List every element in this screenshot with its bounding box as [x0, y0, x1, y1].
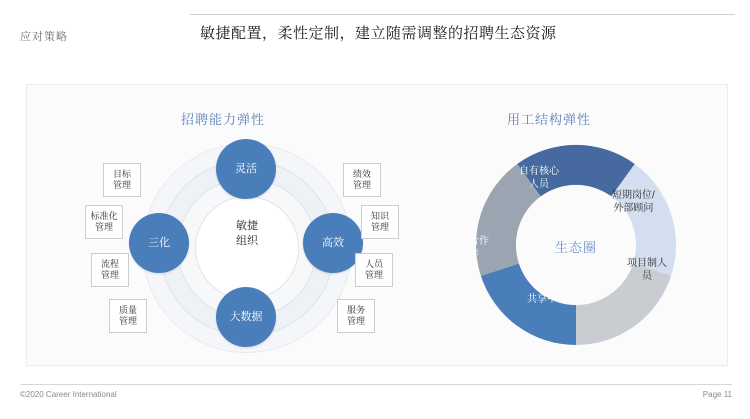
- agile-capability-diagram: [90, 143, 397, 353]
- donut-label-shared-center: [527, 293, 567, 306]
- bubble-efficient-label: 高效: [322, 236, 344, 249]
- chip-goal-management[interactable]: [103, 163, 141, 197]
- chip-process-management-line2: 管理: [100, 270, 119, 280]
- donut-label-self-core-line1: 自有核心: [519, 166, 559, 177]
- chip-process-management[interactable]: [91, 253, 129, 287]
- left-diagram-title: 招聘能力弹性: [181, 112, 266, 127]
- donut-center-label: 生态圈: [554, 240, 597, 255]
- content-panel: [26, 84, 728, 366]
- core-label-line2: 组织: [236, 235, 258, 247]
- chip-quality-management[interactable]: [109, 299, 147, 333]
- donut-label-self-core: [519, 165, 559, 191]
- chip-quality-management-line2: 管理: [118, 316, 137, 326]
- chip-knowledge-management-line1: 知识: [370, 211, 389, 221]
- chip-performance-management-line2: 管理: [352, 180, 371, 190]
- chip-personnel-management-line1: 人员: [364, 259, 383, 269]
- right-diagram-title: 用工结构弹性: [507, 112, 592, 127]
- chip-service-management-line1: 服务: [346, 305, 365, 315]
- chip-personnel-management-line2: 管理: [364, 270, 383, 280]
- bubble-three-izations-label: 三化: [148, 236, 170, 249]
- copyright-text: ©2020 Career International: [20, 390, 117, 399]
- chip-standardization-management-line2: 管理: [94, 222, 113, 232]
- chip-knowledge-management[interactable]: [361, 205, 399, 239]
- page-number: Page 11: [702, 390, 732, 399]
- chip-performance-management[interactable]: [343, 163, 381, 197]
- donut-label-short-term-line1: 短期岗位/: [612, 190, 655, 201]
- core-label-line1: 敏捷: [236, 220, 258, 232]
- donut-label-self-core-line2: 人员: [529, 179, 549, 190]
- chip-knowledge-management-line2: 管理: [370, 222, 389, 232]
- bubble-flexible-label: 灵活: [235, 162, 257, 175]
- donut-label-talent-partners-line2: 伙伴: [459, 249, 479, 260]
- donut-label-project-based: [627, 257, 667, 283]
- page-title: 敏捷配置，柔性定制，建立随需调整的招聘生态资源: [200, 25, 557, 42]
- chip-service-management[interactable]: [337, 299, 375, 333]
- chip-personnel-management[interactable]: [355, 253, 393, 287]
- bubble-flexible[interactable]: [216, 139, 276, 199]
- chip-goal-management-line2: 管理: [112, 180, 131, 190]
- donut-label-talent-partners-line1: 人才合作: [449, 236, 489, 247]
- chip-standardization-management[interactable]: [85, 205, 123, 239]
- section-label: 应对策略: [20, 31, 68, 43]
- bubble-bigdata[interactable]: [216, 287, 276, 347]
- donut-label-short-term: [612, 189, 655, 215]
- header-divider: [190, 14, 735, 15]
- core-label: [205, 219, 289, 249]
- chip-service-management-line2: 管理: [346, 316, 365, 326]
- bubble-three-izations[interactable]: [129, 213, 189, 273]
- workforce-structure-donut: [427, 133, 717, 358]
- bubble-bigdata-label: 大数据: [229, 310, 263, 323]
- chip-standardization-management-line1: 标准化: [90, 211, 118, 221]
- chip-quality-management-line1: 质量: [118, 305, 137, 315]
- slide-header: [0, 0, 750, 62]
- donut-label-project-based-line2: 员: [642, 271, 652, 282]
- donut-label-shared-center-line1: 共享中心: [527, 294, 567, 305]
- donut-label-short-term-line2: 外部顾问: [613, 203, 654, 214]
- bubble-efficient[interactable]: [303, 213, 363, 273]
- donut-label-project-based-line1: 项目制人: [627, 258, 667, 269]
- footer-divider: [20, 384, 732, 385]
- chip-process-management-line1: 流程: [100, 259, 119, 269]
- chip-performance-management-line1: 绩效: [352, 169, 371, 179]
- chip-goal-management-line1: 目标: [112, 169, 131, 179]
- donut-label-talent-partners: [449, 235, 489, 261]
